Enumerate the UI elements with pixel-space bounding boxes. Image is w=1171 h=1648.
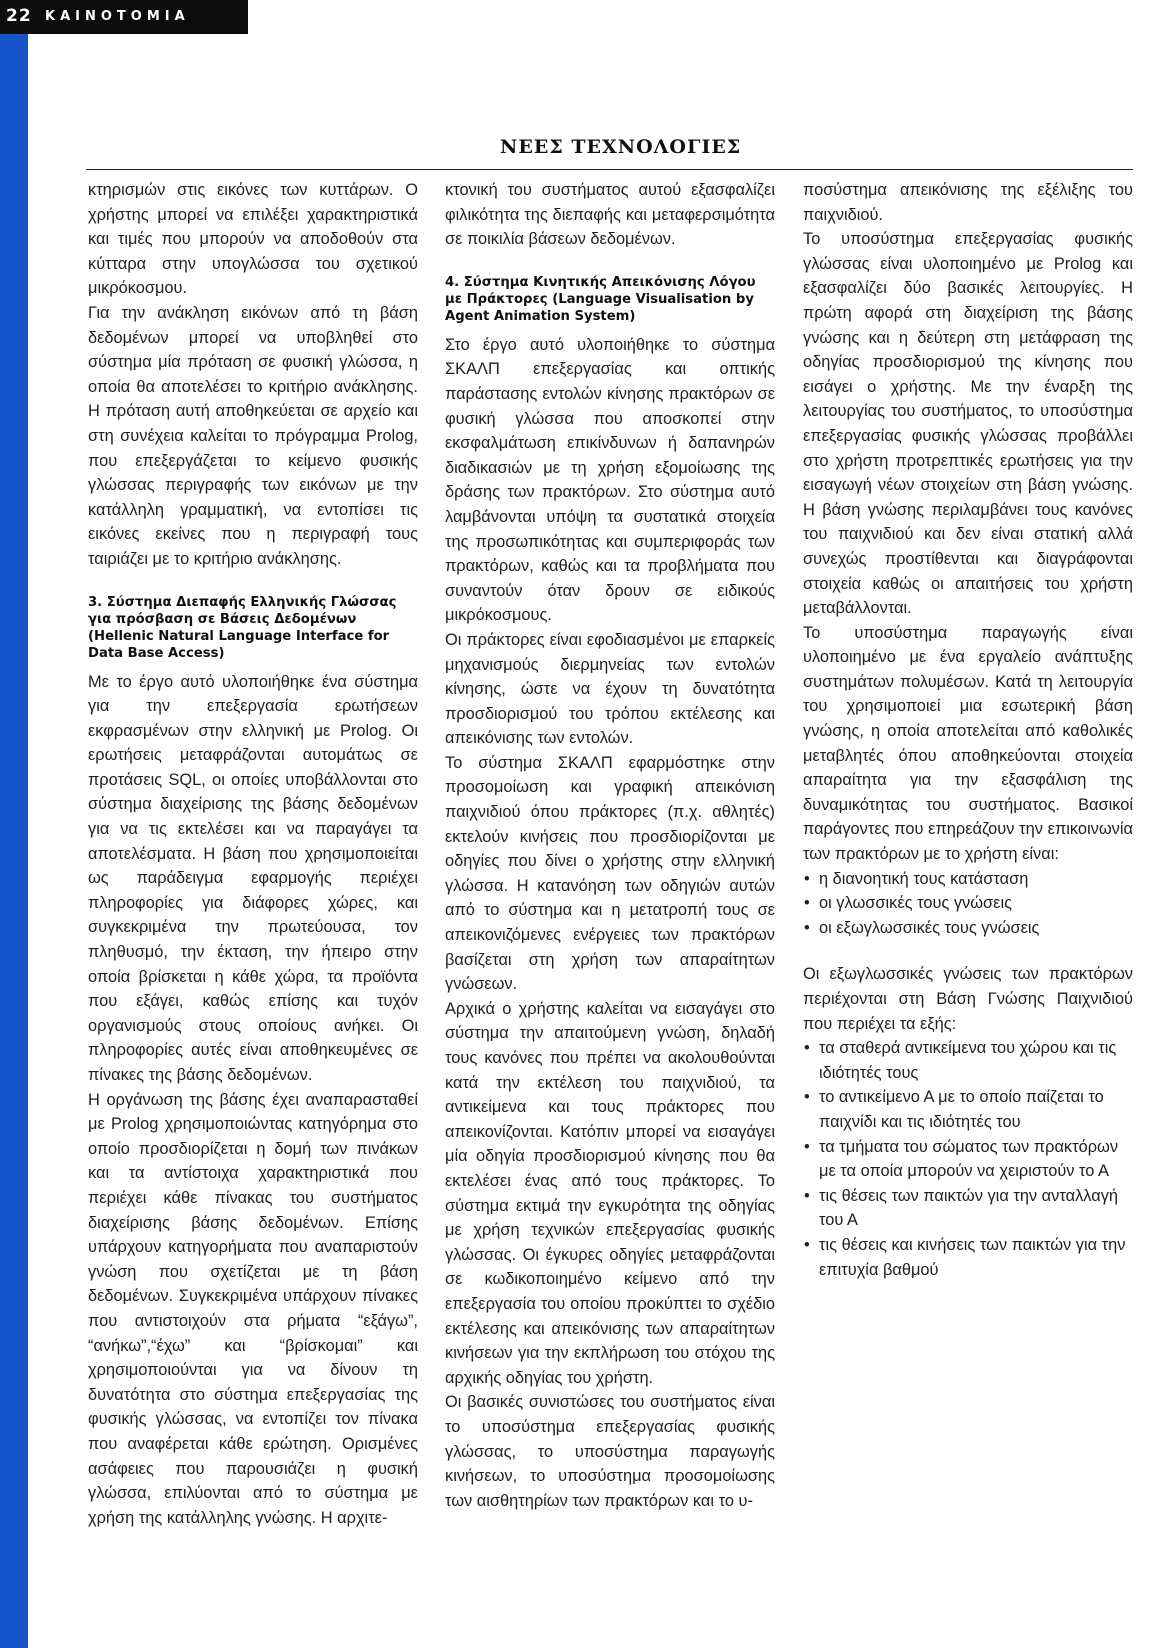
bullet-icon: • xyxy=(804,1088,810,1107)
knowledge-list xyxy=(803,1036,1133,1282)
paragraph: Αρχικά ο χρήστης καλείται να εισαγάγει στο σύστημα την απαιτούμενη γνώση, δηλαδή τους κανόνες που πρέπει να ακολουθούνται κατά την εκτέλεση του παιχνιδιού, τα αντικείμενα και τους πράκτορες που απεικονίζονται. Κατόπιν μπορεί να εισαγάγει μία οδηγία προσδιορισμού κίνησης που θα εκτελέσει ένας από τους πράκτορες. Το σύστημα εκτιμά την εγκυρότητα της οδηγίας με χρήση τεχνικών επεξεργασίας φυσικής γλώσσας. Οι έγκυρες οδηγίες μεταφράζονται σε κωδικοποιημένο κείμενο από την επεξεργασία του οποίου προκύπτει το σχέδιο εκτέλεσης και απεικόνισης των απαραίτητων κινήσεων για την εκπλήρωση του στόχου της αρχικής οδηγίας του χρήστη. xyxy=(445,999,775,1387)
paragraph: Το υποσύστημα παραγωγής είναι υλοποιημένο με ένα εργαλείο ανάπτυξης συστημάτων πολυμέσων. Κατά τη λειτουργία του χρησιμοποιεί μια εσωτερική βάση γνώσης, η οποία αποτελείται από καθολικές μεταβλητές όπου αποθηκεύονται στοιχεία απαραίτητα για την εξασφάλιση της δυναμικότητας του συστήματος. Βασικοί παράγοντες που επηρεάζουν την επικοινωνία των πρακτόρων με το χρήστη είναι: xyxy=(803,623,1133,864)
column-3 xyxy=(803,178,1133,1282)
paragraph: Οι βασικές συνιστώσες του συστήματος είναι το υποσύστημα επεξεργασίας φυσικής γλώσσας, το υποσύστημα παραγωγής κινήσεων, το υποσύστημα προσομοίωσης των αισθητηρίων των πρακτόρων και το υ- xyxy=(445,1393,775,1510)
bullet-icon: • xyxy=(804,869,810,888)
paragraph: κτηρισμών στις εικόνες των κυττάρων. Ο χρήστης μπορεί να επιλέξει χαρακτηριστικά και τιμές που μπορούν να αποδοθούν στα κύτταρα στην υπογλώσσα του σχετικού μικρόκοσμου. xyxy=(88,181,418,298)
bullet-icon: • xyxy=(804,894,810,913)
bullet-icon: • xyxy=(804,1186,810,1205)
paragraph: Για την ανάκληση εικόνων από τη βάση δεδομένων μπορεί να υποβληθεί στο σύστημα μία πρόταση σε φυσική γλώσσα, η οποία θα αποτελέσει το κριτήριο ανάκλησης. Η πρόταση αυτή αποθηκεύεται σε αρχείο και στη συνέχεια καλείται το πρόγραμμα Prolog, που επεξεργάζεται το κείμενο φυσικής γλώσσας περιγραφής των εικόνων με την κατάλληλη γραμματική, να εντοπίσει τις εικόνες εκείνες που η περιγραφή τους ταιριάζει με το κριτήριο ανάκλησης. xyxy=(88,303,418,568)
page-number: 22 xyxy=(6,6,32,26)
section-heading-3: 3. Σύστημα Διεπαφής Ελληνικής Γλώσσας για πρόσβαση σε Βάσεις Δεδομένων (Hellenic Natural Language Interface for Data Base Access) xyxy=(88,594,397,661)
list-item: • οι γλωσσικές τους γνώσεις xyxy=(803,891,1133,916)
bullet-icon: • xyxy=(804,918,810,937)
section-heading-4: 4. Σύστημα Κινητικής Απεικόνισης Λόγου με Πράκτορες (Language Visualisation by Agent Animation System) xyxy=(445,274,756,324)
list-item: • τις θέσεις των παικτών για την ανταλλαγή του Α xyxy=(803,1184,1133,1233)
magazine-title: ΚΑΙΝΟΤΟΜΙΑ xyxy=(45,9,190,24)
list-item: • οι εξωγλωσσικές τους γνώσεις xyxy=(803,916,1133,941)
column-1 xyxy=(88,178,418,1530)
list-item: • η διανοητική τους κατάσταση xyxy=(803,867,1133,892)
column-2 xyxy=(445,178,775,1513)
paragraph: ποσύστημα απεικόνισης της εξέλιξης του παιχνιδιού. xyxy=(803,181,1133,224)
list-item: • τα σταθερά αντικείμενα του χώρου και τις ιδιότητές τους xyxy=(803,1036,1133,1085)
paragraph: κτονική του συστήματος αυτού εξασφαλίζει φιλικότητα της διεπαφής και μεταφερσιμότητα σε ποικιλία βάσεων δεδομένων. xyxy=(445,181,775,249)
paragraph: Οι εξωγλωσσικές γνώσεις των πρακτόρων περιέχονται στη Βάση Γνώσης Παιχνιδιού που περιέχει τα εξής: xyxy=(803,965,1133,1033)
header-rule xyxy=(86,169,1133,170)
bullet-icon: • xyxy=(804,1039,810,1058)
bullet-icon: • xyxy=(804,1137,810,1156)
page-header-tab xyxy=(0,0,248,34)
paragraph: Οι πράκτορες είναι εφοδιασμένοι με επαρκείς μηχανισμούς διερμηνείας των εντολών κίνησης, ώστε να έχουν τη δυνατότητα προσδιορισμού του τρόπου εκτέλεσης και απεικόνισης των εντολών. xyxy=(445,630,775,748)
blue-margin-bar xyxy=(0,0,28,1648)
paragraph: Το υποσύστημα επεξεργασίας φυσικής γλώσσας είναι υλοποιημένο με Prolog και εξασφαλίζει δύο βασικές λειτουργίες. Η πρώτη αφορά στη διαχείριση της βάσης γνώσης και η δεύτερη στη μετάφραση της οδηγίας προσδιορισμού της κίνησης που εισάγει ο χρήστης. Με την έναρξη της λειτουργίας του συστήματος, το υποσύστημα επεξεργασίας φυσικής γλώσσας προβάλλει στο χρήστη προτρεπτικές ερωτήσεις για την εισαγωγή νέων στοιχείων στη βάση γνώσης. Η βάση γνώσης περιλαμβάνει τους κανόνες του παιχνιδιού και δεν είναι στατική αλλά συνεχώς προστίθενται και διαγράφονται στοιχεία καθώς οι απαιτήσεις του χρήστη μεταβάλλονται. xyxy=(803,230,1133,618)
spacer xyxy=(803,940,1133,962)
factors-list xyxy=(803,867,1133,941)
paragraph: Η οργάνωση της βάσης έχει αναπαρασταθεί με Prolog χρησιμοποιώντας κατηγόρημα στο οποίο προσδιορίζεται η δομή των πινάκων και τα αντίστοιχα χαρακτηριστικά που περιέχει κάθε πίνακας του συστήματος διαχείρισης βάσης δεδομένων. Επίσης υπάρχουν κατηγορήματα που αναπαριστούν γνώση που σχετίζεται με τη βάση δεδομένων. Συγκεκριμένα υπάρχουν πίνακες που αντιστοιχούν στα ρήματα “εξάγω”, “ανήκω”,“έχω” και “βρίσκομαι” και χρησιμοποιούνται για να δίνουν τη δυνατότητα στο σύστημα επεξεργασίας της φυσικής γλώσσας, να εντοπίζει τον πίνακα που αναφέρεται κάθε ερώτηση. Ορισμένες ασάφειες που παρουσιάζει η φυσική γλώσσα, επιλύονται από το σύστημα με χρήση της κατάλληλης γνώσης. Η αρχιτε- xyxy=(88,1090,418,1527)
list-item: • τα τμήματα του σώματος των πρακτόρων με τα οποία μπορούν να χειριστούν το Α xyxy=(803,1135,1133,1184)
list-item: • τις θέσεις και κινήσεις των παικτών για την επιτυχία βαθμού xyxy=(803,1233,1133,1282)
paragraph: Το σύστημα ΣΚΑΛΠ εφαρμόστηκε στην προσομοίωση και γραφική απεικόνιση παιχνιδιού όπου πράκτορες (π.χ. αθλητές) εκτελούν κινήσεις που προσδιορίζονται με οδηγίες που δίνει ο χρήστης στην ελληνική γλώσσα. Η κατανόηση των οδηγιών αυτών από το σύστημα και η μετατροπή τους σε απεικονιζόμενες ενέργειες των πρακτόρων βασίζεται στη χρήση των απαραίτητων γνώσεων. xyxy=(445,753,775,994)
paragraph: Με το έργο αυτό υλοποιήθηκε ένα σύστημα για την επεξεργασία ερωτήσεων εκφρασμένων στην ελληνική με Prolog. Οι ερωτήσεις μεταφράζονται αυτομάτως σε προτάσεις SQL, οι οποίες υποβάλλονται στο σύστημα διαχείρισης της βάσης δεδομένων για να τις εκτελέσει και να παραγάγει τα αποτελέσματα. Η βάση που χρησιμοποιείται ως παράδειγμα εφαρμογής περιέχει πληροφορίες για διάφορες χώρες, και συγκεκριμένα την πρωτεύουσα, τον πληθυσμό, την έκταση, την ήπειρο στην οποία βρίσκεται η κάθε χώρα, τα προϊόντα που εξάγει, καθώς επίσης και τυχόν οργανισμούς στους οποίους ανήκει. Οι πληροφορίες αυτές είναι αποθηκευμένες σε πίνακες της βάσης δεδομένων. xyxy=(88,672,418,1084)
paragraph: Στο έργο αυτό υλοποιήθηκε το σύστημα ΣΚΑΛΠ επεξεργασίας και οπτικής παράστασης εντολών κίνησης πρακτόρων σε φυσική γλώσσα που αποσκοπεί στην εκσφαλμάτωση επικίνδυνων ή δαπανηρών διαδικασιών με τη χρήση εξομοίωσης της δράσης των πρακτόρων. Στο σύστημα αυτό λαμβάνονται υπόψη τα συστατικά στοιχεία της προσωπικότητας και συμπεριφοράς των πρακτόρων, καθώς και τα προβλήματα που συναντούν όταν δρουν σε ειδικούς μικρόκοσμους. xyxy=(445,335,775,625)
list-item: • το αντικείμενο Α με το οποίο παίζεται το παιχνίδι και τις ιδιότητές του xyxy=(803,1085,1133,1134)
bullet-icon: • xyxy=(804,1235,810,1254)
section-title: ΝΕΕΣ ΤΕΧΝΟΛΟΓΙΕΣ xyxy=(500,136,742,158)
